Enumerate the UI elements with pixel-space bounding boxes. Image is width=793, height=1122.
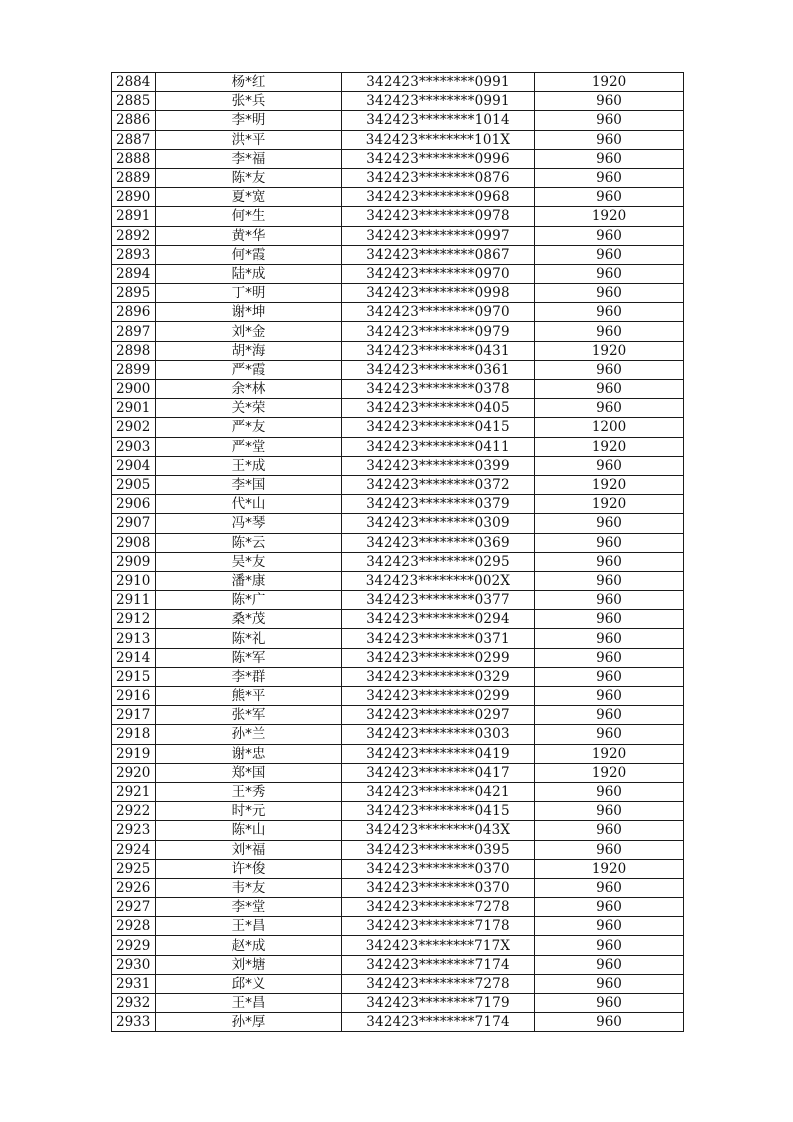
id-number-cell: 342423********043X [342,821,535,840]
table-row [112,725,684,744]
name-cell: 何*霞 [156,245,342,264]
id-number-cell: 342423********0370 [342,859,535,878]
amount-cell: 960 [535,667,684,686]
name-cell: 陈*礼 [156,629,342,648]
row-number-cell: 2929 [112,936,156,955]
amount-cell: 960 [535,629,684,648]
amount-cell: 1920 [535,207,684,226]
table-row [112,974,684,993]
amount-cell: 1920 [535,341,684,360]
row-number-cell: 2905 [112,475,156,494]
table-row [112,418,684,437]
table-row [112,552,684,571]
row-number-cell: 2919 [112,744,156,763]
row-number-cell: 2907 [112,514,156,533]
amount-cell: 960 [535,456,684,475]
amount-cell: 960 [535,303,684,322]
row-number-cell: 2930 [112,955,156,974]
row-number-cell: 2899 [112,360,156,379]
amount-cell: 1920 [535,763,684,782]
name-cell: 张*兵 [156,92,342,111]
id-number-cell: 342423********0361 [342,360,535,379]
amount-cell: 960 [535,687,684,706]
table-row [112,648,684,667]
amount-cell: 960 [535,898,684,917]
id-number-cell: 342423********0970 [342,303,535,322]
row-number-cell: 2897 [112,322,156,341]
name-cell: 郑*国 [156,763,342,782]
row-number-cell: 2908 [112,533,156,552]
amount-cell: 960 [535,725,684,744]
id-number-cell: 342423********0867 [342,245,535,264]
table-row [112,917,684,936]
table-row [112,533,684,552]
row-number-cell: 2923 [112,821,156,840]
row-number-cell: 2917 [112,706,156,725]
id-number-cell: 342423********0303 [342,725,535,744]
amount-cell: 960 [535,514,684,533]
name-cell: 邱*义 [156,974,342,993]
table-row [112,475,684,494]
table-row [112,878,684,897]
table-row [112,898,684,917]
roster-table [111,72,684,1032]
amount-cell: 960 [535,802,684,821]
id-number-cell: 342423********7179 [342,994,535,1013]
amount-cell: 1920 [535,744,684,763]
name-cell: 杨*红 [156,73,342,92]
row-number-cell: 2914 [112,648,156,667]
name-cell: 李*堂 [156,898,342,917]
amount-cell: 960 [535,245,684,264]
id-number-cell: 342423********1014 [342,111,535,130]
amount-cell: 960 [535,917,684,936]
id-number-cell: 342423********0405 [342,399,535,418]
name-cell: 王*昌 [156,917,342,936]
table-row [112,130,684,149]
name-cell: 严*霞 [156,360,342,379]
id-number-cell: 342423********0399 [342,456,535,475]
name-cell: 夏*宽 [156,188,342,207]
row-number-cell: 2931 [112,974,156,993]
row-number-cell: 2927 [112,898,156,917]
amount-cell: 960 [535,936,684,955]
row-number-cell: 2915 [112,667,156,686]
table-row [112,399,684,418]
name-cell: 谢*忠 [156,744,342,763]
name-cell: 韦*友 [156,878,342,897]
name-cell: 丁*明 [156,284,342,303]
row-number-cell: 2913 [112,629,156,648]
row-number-cell: 2928 [112,917,156,936]
id-number-cell: 342423********0395 [342,840,535,859]
name-cell: 胡*海 [156,341,342,360]
name-cell: 刘*福 [156,840,342,859]
row-number-cell: 2916 [112,687,156,706]
row-number-cell: 2892 [112,226,156,245]
row-number-cell: 2910 [112,571,156,590]
name-cell: 李*明 [156,111,342,130]
id-number-cell: 342423********0415 [342,802,535,821]
table-row [112,859,684,878]
id-number-cell: 342423********0378 [342,380,535,399]
name-cell: 关*荣 [156,399,342,418]
amount-cell: 960 [535,706,684,725]
amount-cell: 960 [535,168,684,187]
amount-cell: 1920 [535,475,684,494]
amount-cell: 960 [535,322,684,341]
table-row [112,303,684,322]
table-row [112,322,684,341]
row-number-cell: 2891 [112,207,156,226]
id-number-cell: 342423********0370 [342,878,535,897]
name-cell: 李*福 [156,149,342,168]
amount-cell: 960 [535,264,684,283]
roster-table-body [112,73,684,1032]
id-number-cell: 342423********0294 [342,610,535,629]
id-number-cell: 342423********717X [342,936,535,955]
id-number-cell: 342423********0991 [342,92,535,111]
amount-cell: 960 [535,533,684,552]
name-cell: 黄*华 [156,226,342,245]
name-cell: 严*堂 [156,437,342,456]
id-number-cell: 342423********0369 [342,533,535,552]
name-cell: 孙*兰 [156,725,342,744]
id-number-cell: 342423********0968 [342,188,535,207]
amount-cell: 960 [535,974,684,993]
id-number-cell: 342423********7278 [342,974,535,993]
row-number-cell: 2925 [112,859,156,878]
id-number-cell: 342423********0419 [342,744,535,763]
table-row [112,782,684,801]
table-row [112,687,684,706]
row-number-cell: 2901 [112,399,156,418]
id-number-cell: 342423********0991 [342,73,535,92]
table-row [112,437,684,456]
row-number-cell: 2909 [112,552,156,571]
amount-cell: 960 [535,188,684,207]
id-number-cell: 342423********0421 [342,782,535,801]
row-number-cell: 2903 [112,437,156,456]
table-row [112,226,684,245]
id-number-cell: 342423********0299 [342,687,535,706]
amount-cell: 960 [535,92,684,111]
name-cell: 桑*茂 [156,610,342,629]
name-cell: 刘*塘 [156,955,342,974]
id-number-cell: 342423********0297 [342,706,535,725]
row-number-cell: 2894 [112,264,156,283]
row-number-cell: 2920 [112,763,156,782]
amount-cell: 960 [535,782,684,801]
amount-cell: 960 [535,284,684,303]
name-cell: 代*山 [156,495,342,514]
amount-cell: 960 [535,648,684,667]
table-row [112,341,684,360]
row-number-cell: 2902 [112,418,156,437]
table-row [112,149,684,168]
name-cell: 潘*康 [156,571,342,590]
id-number-cell: 342423********0411 [342,437,535,456]
amount-cell: 960 [535,878,684,897]
table-row [112,706,684,725]
name-cell: 陆*成 [156,264,342,283]
row-number-cell: 2924 [112,840,156,859]
row-number-cell: 2918 [112,725,156,744]
table-row [112,936,684,955]
row-number-cell: 2906 [112,495,156,514]
row-number-cell: 2926 [112,878,156,897]
table-row [112,571,684,590]
name-cell: 吴*友 [156,552,342,571]
id-number-cell: 342423********0377 [342,591,535,610]
amount-cell: 960 [535,380,684,399]
id-number-cell: 342423********101X [342,130,535,149]
row-number-cell: 2889 [112,168,156,187]
table-row [112,92,684,111]
name-cell: 谢*坤 [156,303,342,322]
amount-cell: 1920 [535,73,684,92]
id-number-cell: 342423********0295 [342,552,535,571]
table-row [112,821,684,840]
table-row [112,840,684,859]
id-number-cell: 342423********0329 [342,667,535,686]
amount-cell: 960 [535,130,684,149]
table-row [112,456,684,475]
name-cell: 孙*厚 [156,1013,342,1032]
row-number-cell: 2884 [112,73,156,92]
row-number-cell: 2900 [112,380,156,399]
row-number-cell: 2887 [112,130,156,149]
table-row [112,610,684,629]
amount-cell: 1200 [535,418,684,437]
name-cell: 陈*军 [156,648,342,667]
row-number-cell: 2912 [112,610,156,629]
table-row [112,763,684,782]
name-cell: 陈*山 [156,821,342,840]
id-number-cell: 342423********0970 [342,264,535,283]
table-row [112,207,684,226]
table-row [112,264,684,283]
row-number-cell: 2895 [112,284,156,303]
table-row [112,629,684,648]
table-row [112,667,684,686]
amount-cell: 1920 [535,859,684,878]
table-row [112,744,684,763]
id-number-cell: 342423********0979 [342,322,535,341]
name-cell: 冯*琴 [156,514,342,533]
row-number-cell: 2921 [112,782,156,801]
id-number-cell: 342423********0997 [342,226,535,245]
amount-cell: 960 [535,552,684,571]
name-cell: 许*俊 [156,859,342,878]
row-number-cell: 2896 [112,303,156,322]
id-number-cell: 342423********0299 [342,648,535,667]
id-number-cell: 342423********0876 [342,168,535,187]
table-row [112,994,684,1013]
amount-cell: 960 [535,994,684,1013]
name-cell: 赵*成 [156,936,342,955]
amount-cell: 960 [535,955,684,974]
id-number-cell: 342423********7174 [342,1013,535,1032]
name-cell: 熊*平 [156,687,342,706]
table-row [112,802,684,821]
id-number-cell: 342423********7278 [342,898,535,917]
row-number-cell: 2932 [112,994,156,1013]
table-row [112,168,684,187]
id-number-cell: 342423********002X [342,571,535,590]
table-row [112,284,684,303]
table-row [112,188,684,207]
name-cell: 洪*平 [156,130,342,149]
name-cell: 刘*金 [156,322,342,341]
name-cell: 严*友 [156,418,342,437]
table-row [112,111,684,130]
amount-cell: 960 [535,111,684,130]
amount-cell: 960 [535,360,684,379]
row-number-cell: 2922 [112,802,156,821]
row-number-cell: 2933 [112,1013,156,1032]
row-number-cell: 2898 [112,341,156,360]
name-cell: 陈*云 [156,533,342,552]
name-cell: 张*军 [156,706,342,725]
row-number-cell: 2885 [112,92,156,111]
row-number-cell: 2911 [112,591,156,610]
row-number-cell: 2886 [112,111,156,130]
name-cell: 王*成 [156,456,342,475]
id-number-cell: 342423********0309 [342,514,535,533]
table-row [112,1013,684,1032]
id-number-cell: 342423********7174 [342,955,535,974]
name-cell: 王*昌 [156,994,342,1013]
row-number-cell: 2904 [112,456,156,475]
table-row [112,360,684,379]
name-cell: 李*国 [156,475,342,494]
amount-cell: 960 [535,226,684,245]
name-cell: 李*群 [156,667,342,686]
table-row [112,955,684,974]
amount-cell: 960 [535,399,684,418]
id-number-cell: 342423********0371 [342,629,535,648]
id-number-cell: 342423********0996 [342,149,535,168]
name-cell: 何*生 [156,207,342,226]
amount-cell: 960 [535,840,684,859]
id-number-cell: 342423********7178 [342,917,535,936]
name-cell: 时*元 [156,802,342,821]
amount-cell: 1920 [535,437,684,456]
amount-cell: 960 [535,1013,684,1032]
id-number-cell: 342423********0372 [342,475,535,494]
id-number-cell: 342423********0998 [342,284,535,303]
amount-cell: 960 [535,149,684,168]
id-number-cell: 342423********0417 [342,763,535,782]
amount-cell: 960 [535,591,684,610]
row-number-cell: 2890 [112,188,156,207]
amount-cell: 960 [535,821,684,840]
id-number-cell: 342423********0978 [342,207,535,226]
table-row [112,495,684,514]
id-number-cell: 342423********0431 [342,341,535,360]
name-cell: 王*秀 [156,782,342,801]
row-number-cell: 2888 [112,149,156,168]
id-number-cell: 342423********0379 [342,495,535,514]
id-number-cell: 342423********0415 [342,418,535,437]
name-cell: 陈*广 [156,591,342,610]
amount-cell: 960 [535,610,684,629]
name-cell: 余*林 [156,380,342,399]
table-row [112,591,684,610]
table-row [112,73,684,92]
amount-cell: 1920 [535,495,684,514]
table-row [112,380,684,399]
row-number-cell: 2893 [112,245,156,264]
table-row [112,245,684,264]
table-row [112,514,684,533]
name-cell: 陈*友 [156,168,342,187]
amount-cell: 960 [535,571,684,590]
